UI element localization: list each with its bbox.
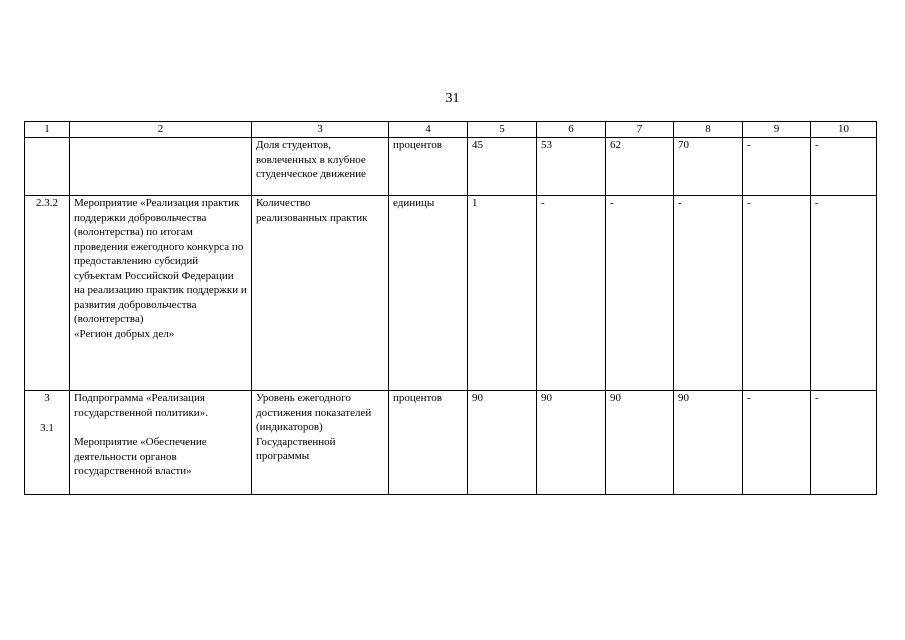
column-header: 10 (811, 122, 877, 138)
indicator-cell: Доля студентов, вовлеченных в клубное студенческое движение (252, 138, 389, 196)
value-cell: - (811, 196, 877, 391)
value-cell: 90 (537, 391, 606, 495)
column-header: 2 (70, 122, 252, 138)
row-number-cell (25, 138, 70, 196)
column-header: 7 (606, 122, 674, 138)
row-number-cell: 2.3.2 (25, 196, 70, 391)
indicator-cell: Количество реализованных практик (252, 196, 389, 391)
subprogram-text: Подпрограмма «Реализация государственной политики». (74, 392, 208, 419)
header-row (25, 122, 877, 138)
value-cell: - (811, 138, 877, 196)
table-row (25, 138, 877, 196)
indicator-cell: Уровень ежегодного достижения показателей (индикаторов) Государственной программы (252, 391, 389, 495)
value-cell: 90 (606, 391, 674, 495)
column-header: 8 (674, 122, 743, 138)
measure-text-secondary: «Регион добрых дел» (74, 327, 175, 340)
measure-cell (70, 391, 252, 495)
value-cell: - (811, 391, 877, 495)
column-header: 3 (252, 122, 389, 138)
value-cell: 62 (606, 138, 674, 196)
column-header: 5 (468, 122, 537, 138)
value-cell: - (743, 138, 811, 196)
value-cell: 1 (468, 196, 537, 391)
table-row (25, 196, 877, 391)
value-cell: 53 (537, 138, 606, 196)
unit-cell: единицы (389, 196, 468, 391)
row-number: 3 (44, 392, 50, 404)
value-cell: - (606, 196, 674, 391)
value-cell: - (674, 196, 743, 391)
measure-text: Мероприятие «Обеспечение деятельности органов государственной власти» (74, 436, 207, 477)
measure-cell (70, 138, 252, 196)
value-cell: - (537, 196, 606, 391)
column-header: 9 (743, 122, 811, 138)
value-cell: 45 (468, 138, 537, 196)
unit-cell: процентов (389, 138, 468, 196)
unit-cell: процентов (389, 391, 468, 495)
data-table (24, 121, 877, 495)
table-row (25, 391, 877, 495)
value-cell: - (743, 391, 811, 495)
page-number: 31 (445, 91, 460, 106)
row-subnumber: 3.1 (40, 421, 54, 434)
value-cell: 70 (674, 138, 743, 196)
column-header: 6 (537, 122, 606, 138)
row-number-cell (25, 391, 70, 495)
value-cell: 90 (674, 391, 743, 495)
column-header: 4 (389, 122, 468, 138)
measure-text: Мероприятие «Реализация практик поддержки добровольчества (волонтерства) по итогам проведения ежегодного конкурса по предоставлению субсидий субъектам Российской Федерации на реализацию практик поддержки и развития добровольчества (волонтерства) (74, 197, 247, 325)
column-header: 1 (25, 122, 70, 138)
value-cell: - (743, 196, 811, 391)
value-cell: 90 (468, 391, 537, 495)
measure-cell (70, 196, 252, 391)
